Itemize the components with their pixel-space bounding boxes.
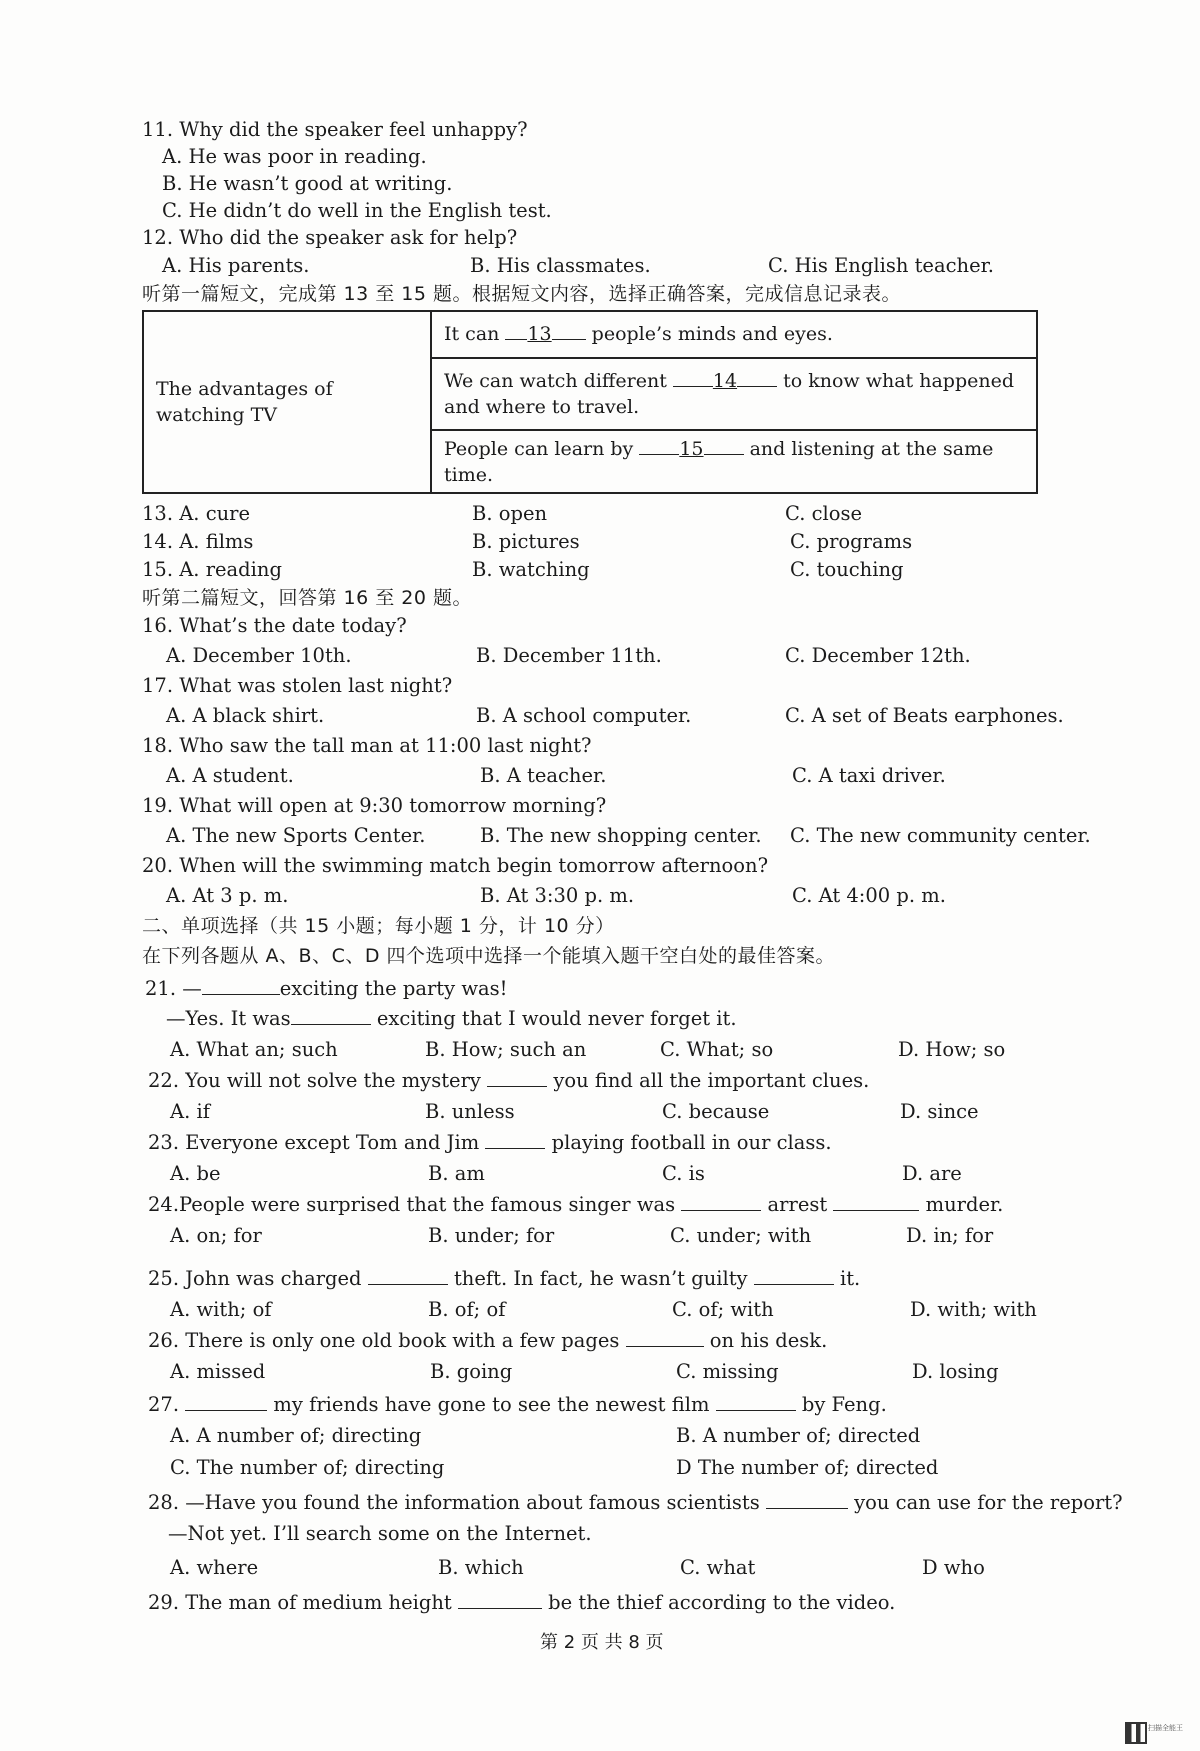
q14-option-b: B. pictures [472, 530, 580, 553]
q20-option-c: C. At 4:00 p. m. [792, 884, 946, 907]
q19-option-c: C. The new community center. [790, 824, 1091, 847]
q23-option-d: D. are [902, 1162, 962, 1185]
q28-option-c: C. what [680, 1556, 756, 1579]
q18-option-b: B. A teacher. [480, 764, 607, 787]
question-18-stem: 18. Who saw the tall man at 11:00 last night? [142, 734, 592, 757]
question-16-stem: 16. What’s the date today? [142, 614, 407, 637]
q20-option-a: A. At 3 p. m. [166, 884, 289, 907]
q14-option-c: C. programs [790, 530, 913, 553]
q16-option-a: A. December 10th. [166, 644, 352, 667]
q27-option-a: A. A number of; directing [170, 1424, 422, 1447]
table-row-13: It can 13 people’s minds and eyes. [431, 311, 1037, 358]
q27-option-c: C. The number of; directing [170, 1456, 445, 1479]
q19-option-a: A. The new Sports Center. [166, 824, 426, 847]
question-21-line2: —Yes. It was exciting that I would never forget it. [166, 1007, 737, 1030]
q12-option-b: B. His classmates. [470, 254, 651, 277]
question-21-line1: 21. — exciting the party was! [145, 977, 508, 1000]
q15-option-c: C. touching [790, 558, 904, 581]
q25-option-c: C. of; with [672, 1298, 774, 1321]
scanner-watermark: 扫描全能王 [1148, 1724, 1183, 1732]
q25-option-b: B. of; of [428, 1298, 506, 1321]
question-19-stem: 19. What will open at 9:30 tomorrow morning? [142, 794, 607, 817]
q28-option-a: A. where [170, 1556, 259, 1579]
q17-option-b: B. A school computer. [476, 704, 692, 727]
q24-option-b: B. under; for [428, 1224, 555, 1247]
q18-option-a: A. A student. [166, 764, 294, 787]
table-row-15: People can learn by 15 and listening at the same time. [431, 430, 1037, 493]
section1-intro: 听第一篇短文，完成第 13 至 15 题。根据短文内容，选择正确答案，完成信息记录表。 [142, 283, 902, 305]
q26-option-a: A. missed [170, 1360, 266, 1383]
question-28-response: —Not yet. I’ll search some on the Internet. [168, 1522, 592, 1545]
q23-option-c: C. is [662, 1162, 705, 1185]
q11-option-b: B. He wasn’t good at writing. [162, 172, 453, 195]
q22-option-a: A. if [170, 1100, 210, 1123]
q22-option-c: C. because [662, 1100, 770, 1123]
qr-code-icon [1125, 1722, 1147, 1744]
q17-option-c: C. A set of Beats earphones. [785, 704, 1064, 727]
q21-option-c: C. What; so [660, 1038, 774, 1061]
q27-option-d: D The number of; directed [676, 1456, 939, 1479]
q13-option-c: C. close [785, 502, 863, 525]
part2-title: 二、单项选择（共 15 小题；每小题 1 分，计 10 分） [142, 915, 615, 937]
question-27-stem: 27. my friends have gone to see the newest film by Feng. [148, 1393, 887, 1416]
q24-option-a: A. on; for [170, 1224, 262, 1247]
q23-option-b: B. am [428, 1162, 485, 1185]
q11-option-c: C. He didn’t do well in the English test. [162, 199, 552, 222]
q18-option-c: C. A taxi driver. [792, 764, 946, 787]
q26-option-d: D. losing [912, 1360, 999, 1383]
q21-option-a: A. What an; such [170, 1038, 338, 1061]
table-left-cell: The advantages of watching TV [143, 311, 431, 493]
question-29-stem: 29. The man of medium height be the thief according to the video. [148, 1591, 896, 1614]
q15-option-a: 15. A. reading [142, 558, 282, 581]
page-footer: 第 2 页 共 8 页 [540, 1632, 664, 1653]
question-12-stem: 12. Who did the speaker ask for help? [142, 226, 518, 249]
q26-option-c: C. missing [676, 1360, 779, 1383]
q26-option-b: B. going [430, 1360, 513, 1383]
q20-option-b: B. At 3:30 p. m. [480, 884, 635, 907]
blank-15: 15 [679, 437, 704, 460]
question-20-stem: 20. When will the swimming match begin tomorrow afternoon? [142, 854, 769, 877]
q28-option-d: D who [922, 1556, 985, 1579]
q27-option-b: B. A number of; directed [676, 1424, 921, 1447]
q12-option-a: A. His parents. [162, 254, 310, 277]
info-record-table [142, 310, 1038, 494]
q25-option-d: D. with; with [910, 1298, 1037, 1321]
q16-option-b: B. December 11th. [476, 644, 662, 667]
q11-option-a: A. He was poor in reading. [162, 145, 427, 168]
q21-option-d: D. How; so [898, 1038, 1006, 1061]
q24-option-c: C. under; with [670, 1224, 812, 1247]
q21-option-b: B. How; such an [425, 1038, 587, 1061]
q17-option-a: A. A black shirt. [166, 704, 325, 727]
table-row-14: We can watch different 14 to know what happened and where to travel. [431, 358, 1037, 431]
question-25-stem: 25. John was charged theft. In fact, he wasn’t guilty it. [148, 1267, 861, 1290]
q13-option-b: B. open [472, 502, 548, 525]
section2-intro: 听第二篇短文，回答第 16 至 20 题。 [142, 587, 473, 609]
q19-option-b: B. The new shopping center. [480, 824, 762, 847]
question-23-stem: 23. Everyone except Tom and Jim playing football in our class. [148, 1131, 832, 1154]
q23-option-a: A. be [170, 1162, 221, 1185]
q22-option-b: B. unless [425, 1100, 515, 1123]
blank-14: 14 [712, 369, 738, 392]
question-24-stem: 24.People were surprised that the famous singer was arrest murder. [148, 1193, 1004, 1216]
q14-option-a: 14. A. films [142, 530, 254, 553]
q12-option-c: C. His English teacher. [768, 254, 994, 277]
question-26-stem: 26. There is only one old book with a few pages on his desk. [148, 1329, 828, 1352]
q25-option-a: A. with; of [170, 1298, 272, 1321]
question-22-stem: 22. You will not solve the mystery you find all the important clues. [148, 1069, 870, 1092]
blank-13: 13 [527, 323, 552, 346]
q15-option-b: B. watching [472, 558, 590, 581]
part2-instructions: 在下列各题从 A、B、C、D 四个选项中选择一个能填入题干空白处的最佳答案。 [142, 945, 836, 967]
q24-option-d: D. in; for [906, 1224, 994, 1247]
q28-option-b: B. which [438, 1556, 524, 1579]
q13-option-a: 13. A. cure [142, 502, 251, 525]
question-28-stem: 28. —Have you found the information about famous scientists you can use for the report? [148, 1491, 1123, 1514]
q16-option-c: C. December 12th. [785, 644, 971, 667]
question-11-stem: 11. Why did the speaker feel unhappy? [142, 118, 528, 141]
question-17-stem: 17. What was stolen last night? [142, 674, 453, 697]
q22-option-d: D. since [900, 1100, 979, 1123]
